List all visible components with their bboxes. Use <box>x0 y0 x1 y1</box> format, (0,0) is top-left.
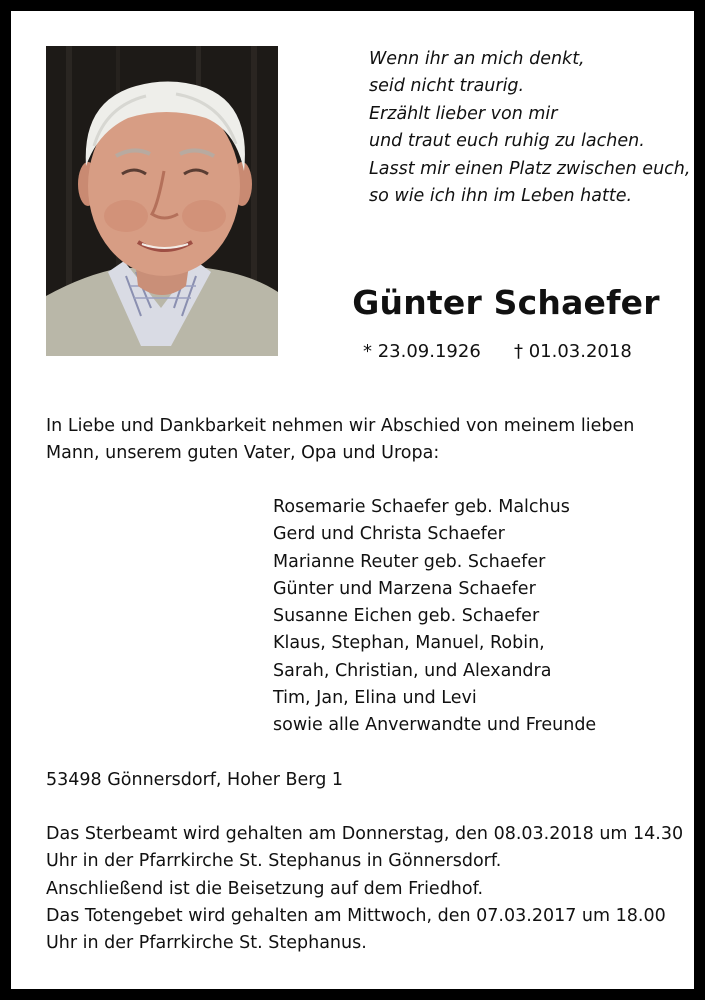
portrait-photo <box>46 46 278 356</box>
mourner-line: Tim, Jan, Elina und Levi <box>273 688 477 709</box>
poem-line: Wenn ihr an mich denkt, <box>369 49 585 69</box>
mourner-line: Marianne Reuter geb. Schaefer <box>273 551 546 572</box>
mourner-line: Rosemarie Schaefer geb. Malchus <box>273 497 570 517</box>
poem-line: und traut euch ruhig zu lachen. <box>369 131 645 152</box>
mourner-line: Klaus, Stephan, Manuel, Robin, <box>273 633 545 654</box>
family-address: 53498 Gönnersdorf, Hoher Berg 1 <box>46 770 344 790</box>
intro-line: Mann, unserem guten Vater, Opa und Uropa: <box>46 443 440 463</box>
death-date: † 01.03.2018 <box>514 341 632 362</box>
birth-date: * 23.09.1926 <box>363 341 481 362</box>
intro-line: In Liebe und Dankbarkeit nehmen wir Abschied von meinem lieben <box>46 416 635 436</box>
mourner-line: Gerd und Christa Schaefer <box>273 524 505 545</box>
mourners-list <box>273 494 693 740</box>
poem-line: Erzählt lieber von mir <box>369 103 558 124</box>
mourner-line: Günter und Marzena Schaefer <box>273 578 536 599</box>
deceased-name: Günter Schaefer <box>352 283 660 322</box>
mourner-line: sowie alle Anverwandte und Freunde <box>273 715 597 736</box>
intro-text <box>46 413 686 467</box>
poem <box>369 46 699 210</box>
service-line: Das Sterbeamt wird gehalten am Donnerstag, den 08.03.2018 um 14.30 <box>46 824 684 844</box>
poem-line: so wie ich ihn im Leben hatte. <box>369 186 633 207</box>
service-line: Das Totengebet wird gehalten am Mittwoch, den 07.03.2017 um 18.00 <box>46 905 666 926</box>
service-line: Uhr in der Pfarrkirche St. Stephanus in Gönnersdorf. <box>46 851 502 872</box>
poem-line: Lasst mir einen Platz zwischen euch, <box>369 158 691 179</box>
mourner-line: Sarah, Christian, und Alexandra <box>273 660 552 681</box>
service-info <box>46 821 696 957</box>
service-line: Uhr in der Pfarrkirche St. Stephanus. <box>46 933 367 954</box>
mourner-line: Susanne Eichen geb. Schaefer <box>273 606 540 627</box>
service-line: Anschließend ist die Beisetzung auf dem Friedhof. <box>46 878 484 899</box>
poem-line: seid nicht traurig. <box>369 76 525 97</box>
